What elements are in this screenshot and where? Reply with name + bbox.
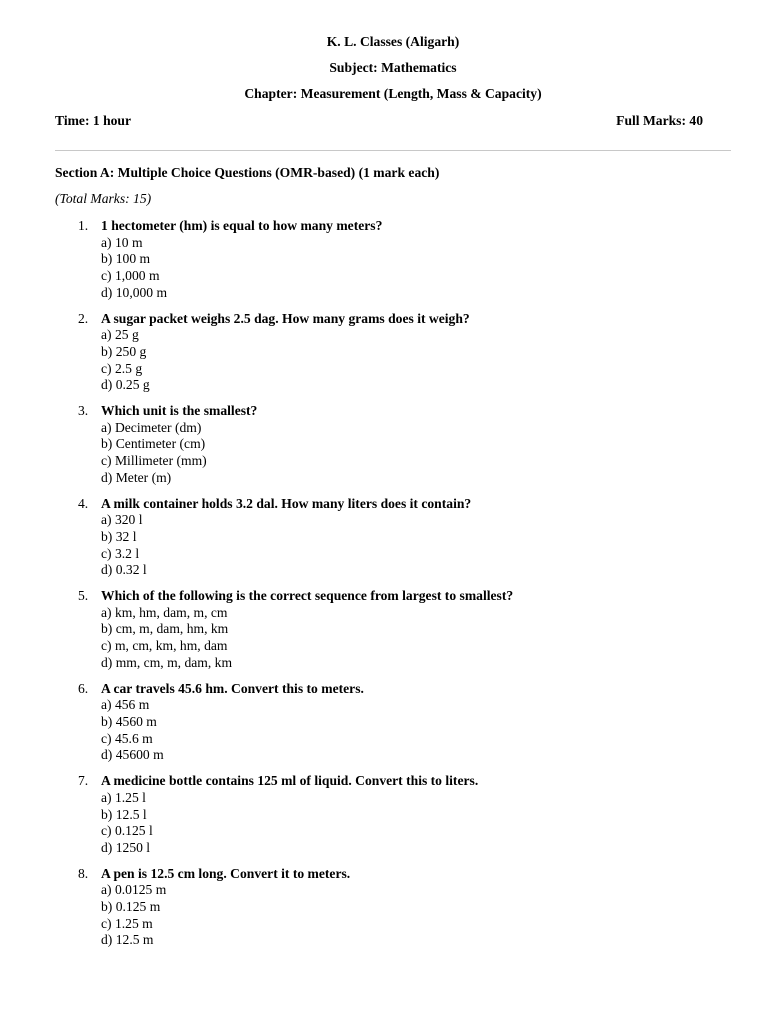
answer-option: c) 2.5 g	[101, 360, 143, 376]
answer-option: d) 0.32 l	[101, 562, 147, 578]
answer-option: a) 10 m	[101, 234, 143, 250]
answer-option: b) cm, m, dam, hm, km	[101, 621, 229, 637]
question-number: 7.	[78, 773, 89, 789]
question-item	[0, 218, 768, 302]
time-label: Time: 1 hour	[55, 113, 132, 128]
question-number: 5.	[78, 588, 89, 604]
question-number: 3.	[78, 403, 89, 419]
question-item	[0, 588, 768, 672]
option-list	[101, 697, 768, 764]
question-number: 4.	[78, 495, 89, 511]
question-text: A milk container holds 3.2 dal. How many liters does it contain?	[101, 495, 472, 511]
question-item	[0, 773, 768, 857]
option-list	[101, 327, 768, 394]
answer-option: b) 250 g	[101, 343, 147, 359]
question-text: A car travels 45.6 hm. Convert this to meters.	[101, 680, 364, 696]
question-text: A sugar packet weighs 2.5 dag. How many grams does it weigh?	[101, 310, 470, 326]
section-total-marks: (Total Marks: 15)	[55, 191, 152, 206]
answer-option: b) 12.5 l	[101, 806, 147, 822]
question-text: 1 hectometer (hm) is equal to how many meters?	[101, 218, 383, 233]
option-list	[101, 790, 768, 857]
question-item	[0, 866, 768, 950]
question-text: A pen is 12.5 cm long. Convert it to meters.	[101, 865, 351, 881]
answer-option: b) 100 m	[101, 251, 151, 267]
option-list	[101, 512, 768, 579]
header-divider	[55, 150, 731, 151]
answer-option: d) 10,000 m	[101, 284, 168, 300]
answer-option: a) 25 g	[101, 327, 139, 343]
question-text: Which unit is the smallest?	[101, 403, 258, 419]
option-list	[101, 420, 768, 487]
answer-option: d) 12.5 m	[101, 932, 154, 948]
question-item	[0, 403, 768, 487]
institute-title: K. L. Classes (Aligarh)	[326, 34, 460, 49]
answer-option: a) Decimeter (dm)	[101, 419, 202, 435]
question-text: A medicine bottle contains 125 ml of liquid. Convert this to liters.	[101, 773, 479, 789]
answer-option: a) 320 l	[101, 512, 143, 528]
answer-option: d) 45600 m	[101, 747, 164, 763]
question-item	[0, 681, 768, 765]
answer-option: b) 4560 m	[101, 713, 157, 729]
answer-option: c) m, cm, km, hm, dam	[101, 638, 228, 654]
question-number: 6.	[78, 680, 89, 696]
section-heading: Section A: Multiple Choice Questions (OMR-based) (1 mark each)	[55, 165, 440, 180]
question-item	[0, 311, 768, 395]
answer-option: d) 0.25 g	[101, 377, 150, 393]
option-list	[101, 882, 768, 949]
full-marks-label: Full Marks: 40	[616, 113, 703, 128]
chapter-line: Chapter: Measurement (Length, Mass & Capacity)	[244, 86, 542, 101]
question-number: 8.	[78, 865, 89, 881]
answer-option: a) 1.25 l	[101, 789, 146, 805]
answer-option: a) 0.0125 m	[101, 882, 167, 898]
answer-option: b) 32 l	[101, 528, 137, 544]
answer-option: b) Centimeter (cm)	[101, 436, 206, 452]
question-text: Which of the following is the correct sequence from largest to smallest?	[101, 588, 514, 604]
question-list	[0, 218, 768, 958]
option-list	[101, 235, 768, 302]
answer-option: a) km, hm, dam, m, cm	[101, 604, 228, 620]
answer-option: a) 456 m	[101, 697, 150, 713]
answer-option: c) 3.2 l	[101, 545, 140, 561]
answer-option: c) 0.125 l	[101, 823, 153, 839]
answer-option: d) 1250 l	[101, 839, 151, 855]
answer-option: c) 1,000 m	[101, 268, 160, 284]
answer-option: b) 0.125 m	[101, 899, 161, 915]
answer-option: c) 1.25 m	[101, 915, 153, 931]
option-list	[101, 605, 768, 672]
answer-option: d) mm, cm, m, dam, km	[101, 654, 233, 670]
answer-option: d) Meter (m)	[101, 469, 172, 485]
question-number: 1.	[78, 218, 89, 233]
subject-line: Subject: Mathematics	[329, 60, 457, 75]
answer-option: c) 45.6 m	[101, 730, 153, 746]
question-item	[0, 496, 768, 580]
answer-option: c) Millimeter (mm)	[101, 453, 207, 469]
question-number: 2.	[78, 310, 89, 326]
